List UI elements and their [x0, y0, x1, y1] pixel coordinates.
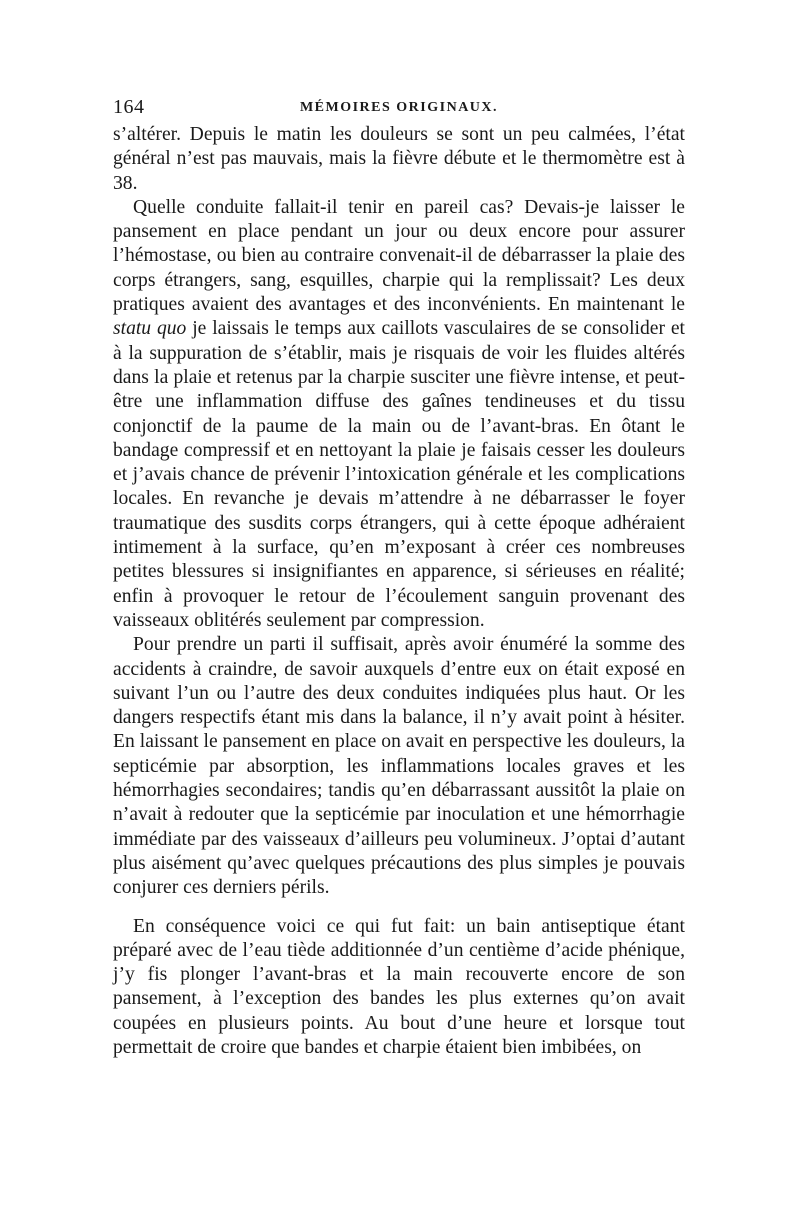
page-header: [113, 92, 685, 122]
paragraph-text: Pour prendre un parti il suffisait, après avoir énuméré la somme des accidents à craindre, de savoir auxquels d’entre eux on était exposé en suivant l’un ou l’autre des deux conduites indiquées plus haut. Or les dangers respectifs étant mis dans la balance, il n’y avait point à hésiter. En laissant le pansement en place on avait en perspective les douleurs, la septicémie par absorption, les inflammations locales graves et les hémorrhagies secondaires; tandis qu’en débarrassant aussitôt la plaie on n’avait à redouter que la septicémie par inoculation et une hémorrhagie immédiate par des vaisseaux d’ailleurs peu volumineux. J’optai d’autant plus aisément qu’avec quelques précautions des plus simples je pouvais conjurer ces derniers périls.: [113, 634, 685, 899]
page-number: 164: [113, 96, 145, 118]
page-content: [113, 92, 685, 1060]
paragraph-text: s’altérer. Depuis le matin les douleurs se sont un peu calmées, l’état général n’est pas mauvais, mais la fièvre débute et le thermomètre est à 38.: [113, 124, 685, 194]
paragraph: [113, 915, 685, 1061]
paragraph-text: Quelle conduite fallait-il tenir en pareil cas? Devais-je laisser le pansement en place pendant un jour ou deux encore pour assurer l’hémostase, ou bien au contraire convenait-il de débarrasser la plaie des corps étrangers, sang, esquilles, charpie qui la remplissait? Les deux pratiques avaient des avantages et des inconvénients. En maintenant le: [113, 196, 685, 316]
paragraph-continuation: [113, 123, 685, 196]
paragraph-text: En conséquence voici ce qui fut fait: un bain antiseptique étant préparé avec de l’eau tiède additionnée d’un centième d’acide phénique, j’y fis plonger l’avant-bras et la main recouverte encore de son pansement, à l’exception des bandes les plus externes qu’on avait coupées en plusieurs points. Au bout d’une heure et lorsque tout permettait de croire que bandes et charpie étaient bien imbibées, on: [113, 915, 685, 1058]
italic-phrase: statu quo: [113, 318, 187, 340]
running-head: MÉMOIRES ORIGINAUX.: [299, 100, 499, 115]
paragraph: [113, 196, 685, 633]
paragraph: [113, 633, 685, 900]
paragraph-text: je laissais le temps aux caillots vasculaires de se consolider et à la suppuration de s’établir, mais je risquais de voir les fluides altérés dans la plaie et retenus par la charpie susciter une fièvre intense, et peut-être une inflammation diffuse des gaînes tendineuses et du tissu conjonctif de la paume de la main ou de l’avant-bras. En ôtant le bandage compressif et en nettoyant la plaie je faisais cesser les douleurs et j’avais chance de prévenir l’intoxication générale et les complications locales. En revanche je devais m’attendre à ne débarrasser le foyer traumatique des susdits corps étrangers, qui à cette époque adhéraient intimement à la surface, qu’en m’exposant à créer ces nombreuses petites blessures si insignifiantes en apparence, si sérieuses en réalité; enfin à provoquer le retour de l’écoulement sanguin provenant des vaisseaux oblitérés seulement par compression.: [113, 318, 685, 631]
body-text: [113, 123, 685, 1060]
